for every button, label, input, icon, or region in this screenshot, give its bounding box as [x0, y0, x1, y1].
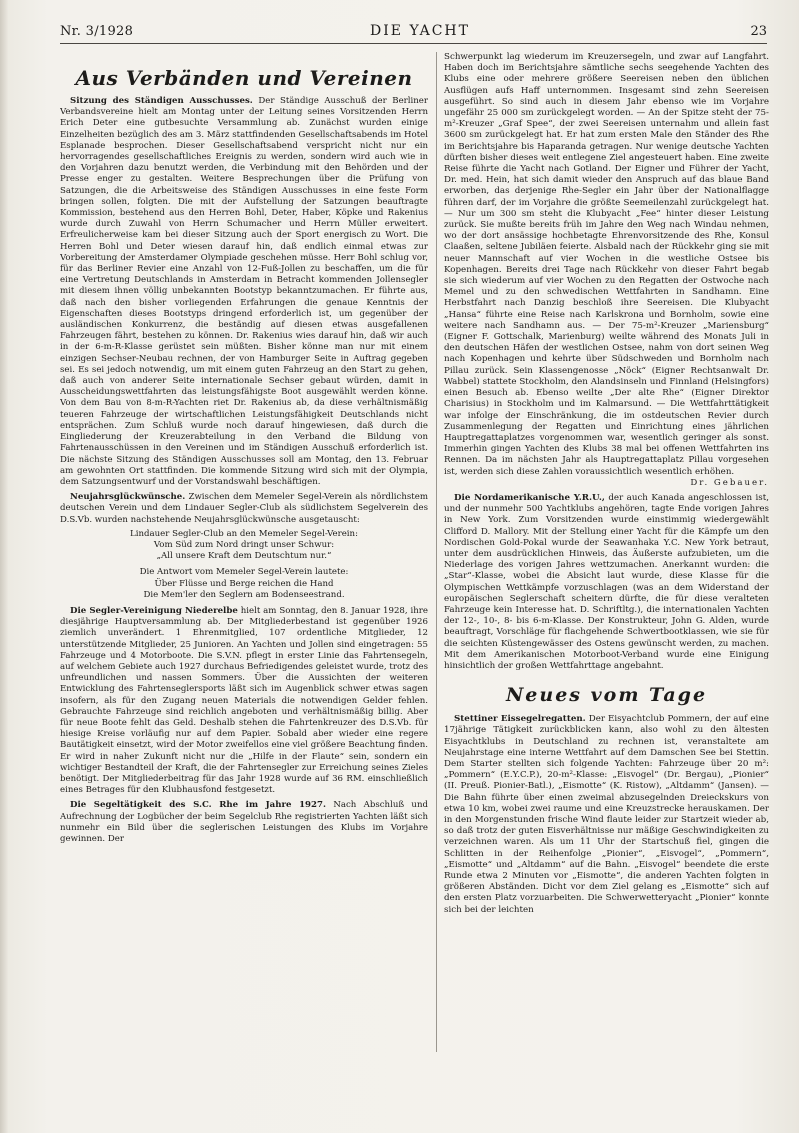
- article-title: Neujahrsglückwünsche.: [70, 492, 186, 503]
- section-heading-neues: Neues vom Tage: [505, 684, 708, 707]
- running-header: [60, 20, 767, 42]
- column-divider: [436, 52, 437, 1052]
- verse-line: „All unsere Kraft dem Deutschtum nur.“: [156, 551, 332, 562]
- section-heading-verbaende: Aus Verbänden und Vereinen: [75, 66, 413, 90]
- greeting-verse-lindau: [60, 529, 428, 563]
- article-stettin: [444, 714, 769, 916]
- article-nordamerika: [444, 493, 769, 672]
- article-title: Sitzung des Ständigen Ausschusses.: [70, 96, 253, 106]
- article-text: hielt am Sonntag, den 8. Januar 1928, ihre diesjährige Hauptversammlung ab. Der Mitgliederbestand ist gegenüber 1926 ziemlich unverändert. 1 Ehrenmitglied, 107 ordentliche Mitglieder, 12 unterstützende Mitglieder, 25 Junioren. An Yachten und Jollen sind eingetragen: 55 Fahrzeuge und 4 Motorboote. Die S.V.N. pflegt in erster Linie das Fahrtensegeln, auf welchem Gebiete auch 1927 durchaus Befriedigendes geleistet wurde, trotz des unfreundlichen und nassen Sommers. Über die Aussichten der weiteren Entwicklung des Fahrtenseglersports läßt sich im Augenblick schwer etwas sagen insofern, als für den Zugang neuen Materials die notwendigen Gelder fehlen. Gebrauchte Fahrzeuge sind reichlich angeboten und verhältnismäßig billig. Aber für neue Boote fehlt das Geld. Deshalb stehen die Fahrtenkreuzer des D.S.Vb. für hiesige Kreise vorläufig nur auf dem Papier. Sobald aber wieder eine regere Bautätigkeit einsetzt, wird der Motor zweifellos eine viel größere Beachtung finden. Er wird in naher Zukunft nicht nur die „Hilfe in der Flaute“ sein, sondern ein wichtiger Bestandteil der Kraft, die der Fahrtensegler zur Erreichung seines Zieles benötigt. Der Mitgliederbeitrag für das Jahr 1928 wurde auf 36 RM. einschließlich eines Betrages für den Klubhausfond festgesetzt.: [60, 605, 428, 796]
- article-text: Nach Abschluß und Aufrechnung der Logbücher der beim Segelclub Rhe registrierten Yachten läßt sich nunmehr ein Bild über die seglerischen Leistungen des Klubs im Vorjahre gewinnen. Der: [60, 800, 428, 844]
- article-rhe: [60, 800, 428, 845]
- article-neujahr: [60, 492, 428, 601]
- verse-line: Lindauer Segler-Club an den Memeler Segel-Verein:: [130, 528, 358, 539]
- page-spine-shadow: [0, 0, 8, 1133]
- left-column: [60, 52, 428, 1072]
- article-niederelbe: [60, 606, 428, 796]
- article-text: Der Ständige Ausschuß der Berliner Verbandsvereine hielt am Montag unter der Leitung seines Vorsitzenden Herrn Erich Deter eine gutbesuchte Versammlung ab. Zunächst wurden einige Einzelheiten bezüglich des am 3. März stattfindenden Gesellschaftsabends im Hotel Esplanade besprochen. Dieser Gesellschaftsabend verspricht nicht nur ein hervorragendes gesellschaftliches Ereignis zu werden, sondern wird auch wie in den Vorjahren dazu benutzt werden, die Verbindung mit den Behörden und der Presse enger zu gestalten. Weitere Besprechungen über die Prüfung von Satzungen, die die Arbeitsweise des Ständigen Ausschusses in eine feste Form bringen sollen, folgten. Die mit der Aufstellung der Satzungen beauftragte Kommission, bestehend aus den Herren Bohl, Deter, Haber, Köpke und Rakenius wurde durch Zuwahl von Herrn Schumacher und Herrn Müller erweitert. Erfreulicherweise kam bei dieser Sitzung auch der Sport energisch zu Wort. Die Herren Bohl und Deter wiesen darauf hin, daß endlich einmal etwas zur Vorbereitung der Amsterdamer Olympiade geschehen müsse. Herr Bohl schlug vor, für das Berliner Revier eine Anzahl von 12-Fuß-Jollen zu beschaffen, um die für eine Vertretung Deutschlands in Amsterdam in Betracht kommenden Jollensegler mit diesem ihnen völlig unbekannten Bootstyp bekanntzumachen. Er führte aus, daß nach den bisher vorliegenden Erfahrungen die genaue Kenntnis der Eigenschaften dieses Bootstyps dringend erforderlich ist, um gegenüber der ausländischen Konkurrenz, die beständig auf diesen etwas ausgefallenen Fahrzeugen fährt, bestehen zu können. Dr. Rakenius wies darauf hin, daß wir auch in der 6-m-R-Klasse gerüstet sein müßten. Bisher könne man nur mit einem einzigen Sechser-Neubau rechnen, der von Hamburger Seite in Auftrag gegeben sei. Es sei jedoch notwendig, um mit einem guten Fahrzeug an den Start zu gehen, daß auch von anderer Seite internationale Sechser gebaut würden, damit in Ausscheidungswettfahrten das leistungsfähigste Boot ausgewählt werden könne. Von dem Bau von 8-m-R-Yachten riet Dr. Rakenius ab, da diese verhältnismäßig teueren Fahrzeuge der wirtschaftlichen Leistungsfähigkeit Deutschlands nicht entsprächen. Zum Schluß wurde noch darauf hingewiesen, daß durch die Eingliederung der Kreuzerabteilung in den Verband die Bildung von Fahrtenausschüssen in den Vereinen und im Ständigen Ausschuß erforderlich ist. Die nächste Sitzung des Ständigen Ausschusses soll am Montag, den 13. Februar am gewohnten Ort stattfinden. Die kommende Sitzung wird sich mit der Olympia, dem Satzungsentwurf und der Vorstandswahl beschäftigen.: [60, 96, 428, 487]
- magazine-title: DIE YACHT: [370, 23, 470, 39]
- article-title: Die Nordamerikanische Y.R.U.,: [454, 492, 605, 503]
- article-rhe-continued: [444, 52, 769, 489]
- article-text: Der Eisyachtclub Pommern, der auf eine 17jährige Tätigkeit zurückblicken kann, also wohl zu den ältesten Eisyachtklubs in Deutschland zu rechnen ist, veranstaltete am Neujahrstage eine interne Wettfahrt auf dem Damschen See bei Stettin. Dem Starter stellten sich folgende Yachten: Fahrzeuge über 20 m²: „Pommern“ (E.Y.C.P.), 20-m²-Klasse: „Eisvogel“ (Dr. Bergau), „Pionier“ (II. Preuß. Pionier-Batl.), „Eismotte“ (K. Ristow), „Altdamm“ (Jansen). — Die Bahn führte über einen zweimal abzusegelnden Dreieckskurs von etwa 10 km, wobei zwei raume und eine Kreuzstrecke herauskamen. Der in den Morgenstunden frische Wind flaute leider zur Startzeit wieder ab, so daß trotz der guten Eisverhältnisse nur mäßige Geschwindigkeiten zu verzeichnen waren. Als um 11 Uhr der Startschuß fiel, gingen die Schlitten in der Reihenfolge „Pionier“, „Eisvogel“, „Pommern“, „Eismotte“ und „Altdamm“ auf die Bahn. „Eisvogel“ beendete die erste Runde etwa 2 Minuten vor „Eismotte“, die anderen Yachten folgten in größeren Abständen. Dicht vor dem Ziel gelang es „Eismotte“ sich auf den ersten Platz vorzuarbeiten. Die Schwerwetteryacht „Pionier“ konnte sich bei der leichten: [444, 714, 769, 915]
- verse-line: Vom Süd zum Nord dringt unser Schwur:: [153, 539, 335, 550]
- greeting-verse-memel: [60, 567, 428, 601]
- verse-line: Die Mem'ler den Seglern am Bodenseestrand.: [143, 589, 345, 600]
- header-rule: [60, 43, 767, 44]
- author-signature: Dr. Gebauer.: [690, 477, 769, 488]
- article-text: Schwerpunkt lag wiederum im Kreuzersegeln, und zwar auf Langfahrt. Haben doch im Berichtsjahre sämtliche sechs seegehende Yachten des Klubs eine oder mehrere größere Seereisen neben den üblichen Ausflügen aufs Haff unternommen. Insgesamt sind zehn Seereisen ausgeführt. So sind auch in diesem Jahr ebenso wie im Vorjahre ungefähr 25 000 sm zurückgelegt worden. — An der Spitze steht der 75-m²-Kreuzer „Graf Spee“, der zwei Seereisen unternahm und allein fast 3600 sm zurückgelegt hat. Er hat zum ersten Male den Ständer des Rhe im Berichtsjahre bis Haparanda getragen. Nur wenige deutsche Yachten dürften bisher dieses weit entlegene Ziel angesteuert haben. Eine zweite Reise führte die Yacht nach Gotland. Der Eigner und Führer der Yacht, Dr. med. Hein, hat sich damit wieder den Anspruch auf das blaue Band erworben, das derjenige Rhe-Segler ein Jahr über der Nationalflagge führen darf, der im Vorjahre die größte Seemeilenzahl zurückgelegt hat. — Nur um 300 sm steht die Klubyacht „Fee“ hinter dieser Leistung zurück. Sie mußte bereits früh im Jahre den Weg nach Windau nehmen, wo der dort ansässige hochbetagte Ehrenvorsitzende des Rhe, Konsul Claaßen, seltene Jubiläen feierte. Alsbald nach der Rückkehr ging sie mit neuer Mannschaft auf vier Wochen in die westliche Ostsee bis Kopenhagen. Bereits drei Tage nach Rückkehr von dieser Fahrt begab sie sich wiederum auf vier Wochen zu den Regatten der Ostwoche nach Memel und zu den schwedischen Wettfahrten in Sandhamn. Eine Herbstfahrt nach Danzig beschloß ihre Seereisen. Die Klubyacht „Hansa“ führte eine Reise nach Karlskrona und Bornholm, sowie eine weitere nach Sandhamn aus. — Der 75-m²-Kreuzer „Mariensburg“ (Eigner F. Gottschalk, Marienburg) weilte während des Monats Juli in den deutschen Häfen der westlichen Ostsee, nahm von dort seinen Weg nach Kopenhagen und kehrte über Südschweden und Bornholm nach Pillau zurück. Sein Klassengenosse „Nöck“ (Eigner Rechtsanwalt Dr. Wabbel) stattete Stockholm, den Alandsinseln und Finnland (Helsingfors) einen Besuch ab. Ebenso weilte „Der alte Rhe“ (Eigner Direktor Charisius) in Stockholm und im Kalmarsund. — Die Wettfahrttätigkeit war infolge der Einschränkung, die im ostdeutschen Revier durch Zusammenlegung der Regatten und Einrichtung eines jährlichen Hauptregattaplatzes vorgenommen war, wesentlich geringer als sonst. Immerhin gingen Yachten des Klubs 38 mal bei offenen Wettfahrten ins Rennen. Da im nächsten Jahr als Hauptregattaplatz Pillau vorgesehen ist, werden sich diese Zahlen voraussichtlich wesentlich erhöhen.: [444, 52, 769, 477]
- article-title: Die Segeltätigkeit des S.C. Rhe im Jahre 1927.: [70, 800, 326, 811]
- article-text: Zwischen dem Memeler Segel-Verein als nördlichstem deutschen Verein und dem Lindauer Segler-Club als südlichstem Segelverein des D.S.Vb. wurden nachstehende Neujahrsglückwünsche ausgetauscht:: [60, 492, 428, 525]
- article-text: der auch Kanada angeschlossen ist, und der nunmehr 500 Yachtklubs angehören, tagte Ende vorigen Jahres in New York. Zum Vorsitzenden wurde einstimmig wiedergewählt Clifford D. Mallory. Mit der Stellung einer Yacht für die Kämpfe um den Nordischen Gold-Pokal wurde der Seawanhaka Y.C. New York betraut, unter dem ausdrücklichen Hinweis, das Äußerste aufzubieten, um die Niederlage des vorigen Jahres wettzumachen. Anerkannt wurden: die „Star“-Klasse, wobei die Absicht laut wurde, diese Klasse für die Olympischen Wettkämpfe vorzuschlagen (was an dem Widerstand der europäischen Seglerschaft scheitern dürfte, die für diese veralteten Fahrzeuge kein Interesse hat. D. Schriftltg.), die internationalen Yachten der 12-, 10-, 8- bis 6-m-Klasse. Der Konstrukteur, John G. Alden, wurde beauftragt, Vorschläge für flachgehende Schwertbootklassen, wie sie für die seichten Küstengewässer des Ostens gewünscht werden, zu machen. Mit dem Amerikanischen Motorboot-Verband wurde eine Einigung hinsichtlich der großen Wettfahrttage angebahnt.: [444, 492, 769, 671]
- page-number: 23: [750, 24, 767, 39]
- article-title: Die Segler-Vereinigung Niederelbe: [70, 605, 238, 616]
- issue-number: Nr. 3/1928: [60, 24, 134, 39]
- article-sitzung: [60, 96, 428, 488]
- verse-line: Die Antwort vom Memeler Segel-Verein lautete:: [139, 567, 349, 578]
- article-title: Stettiner Eissegelregatten.: [454, 714, 586, 725]
- verse-line: Über Flüsse und Berge reichen die Hand: [154, 578, 334, 589]
- right-column: [444, 52, 769, 1072]
